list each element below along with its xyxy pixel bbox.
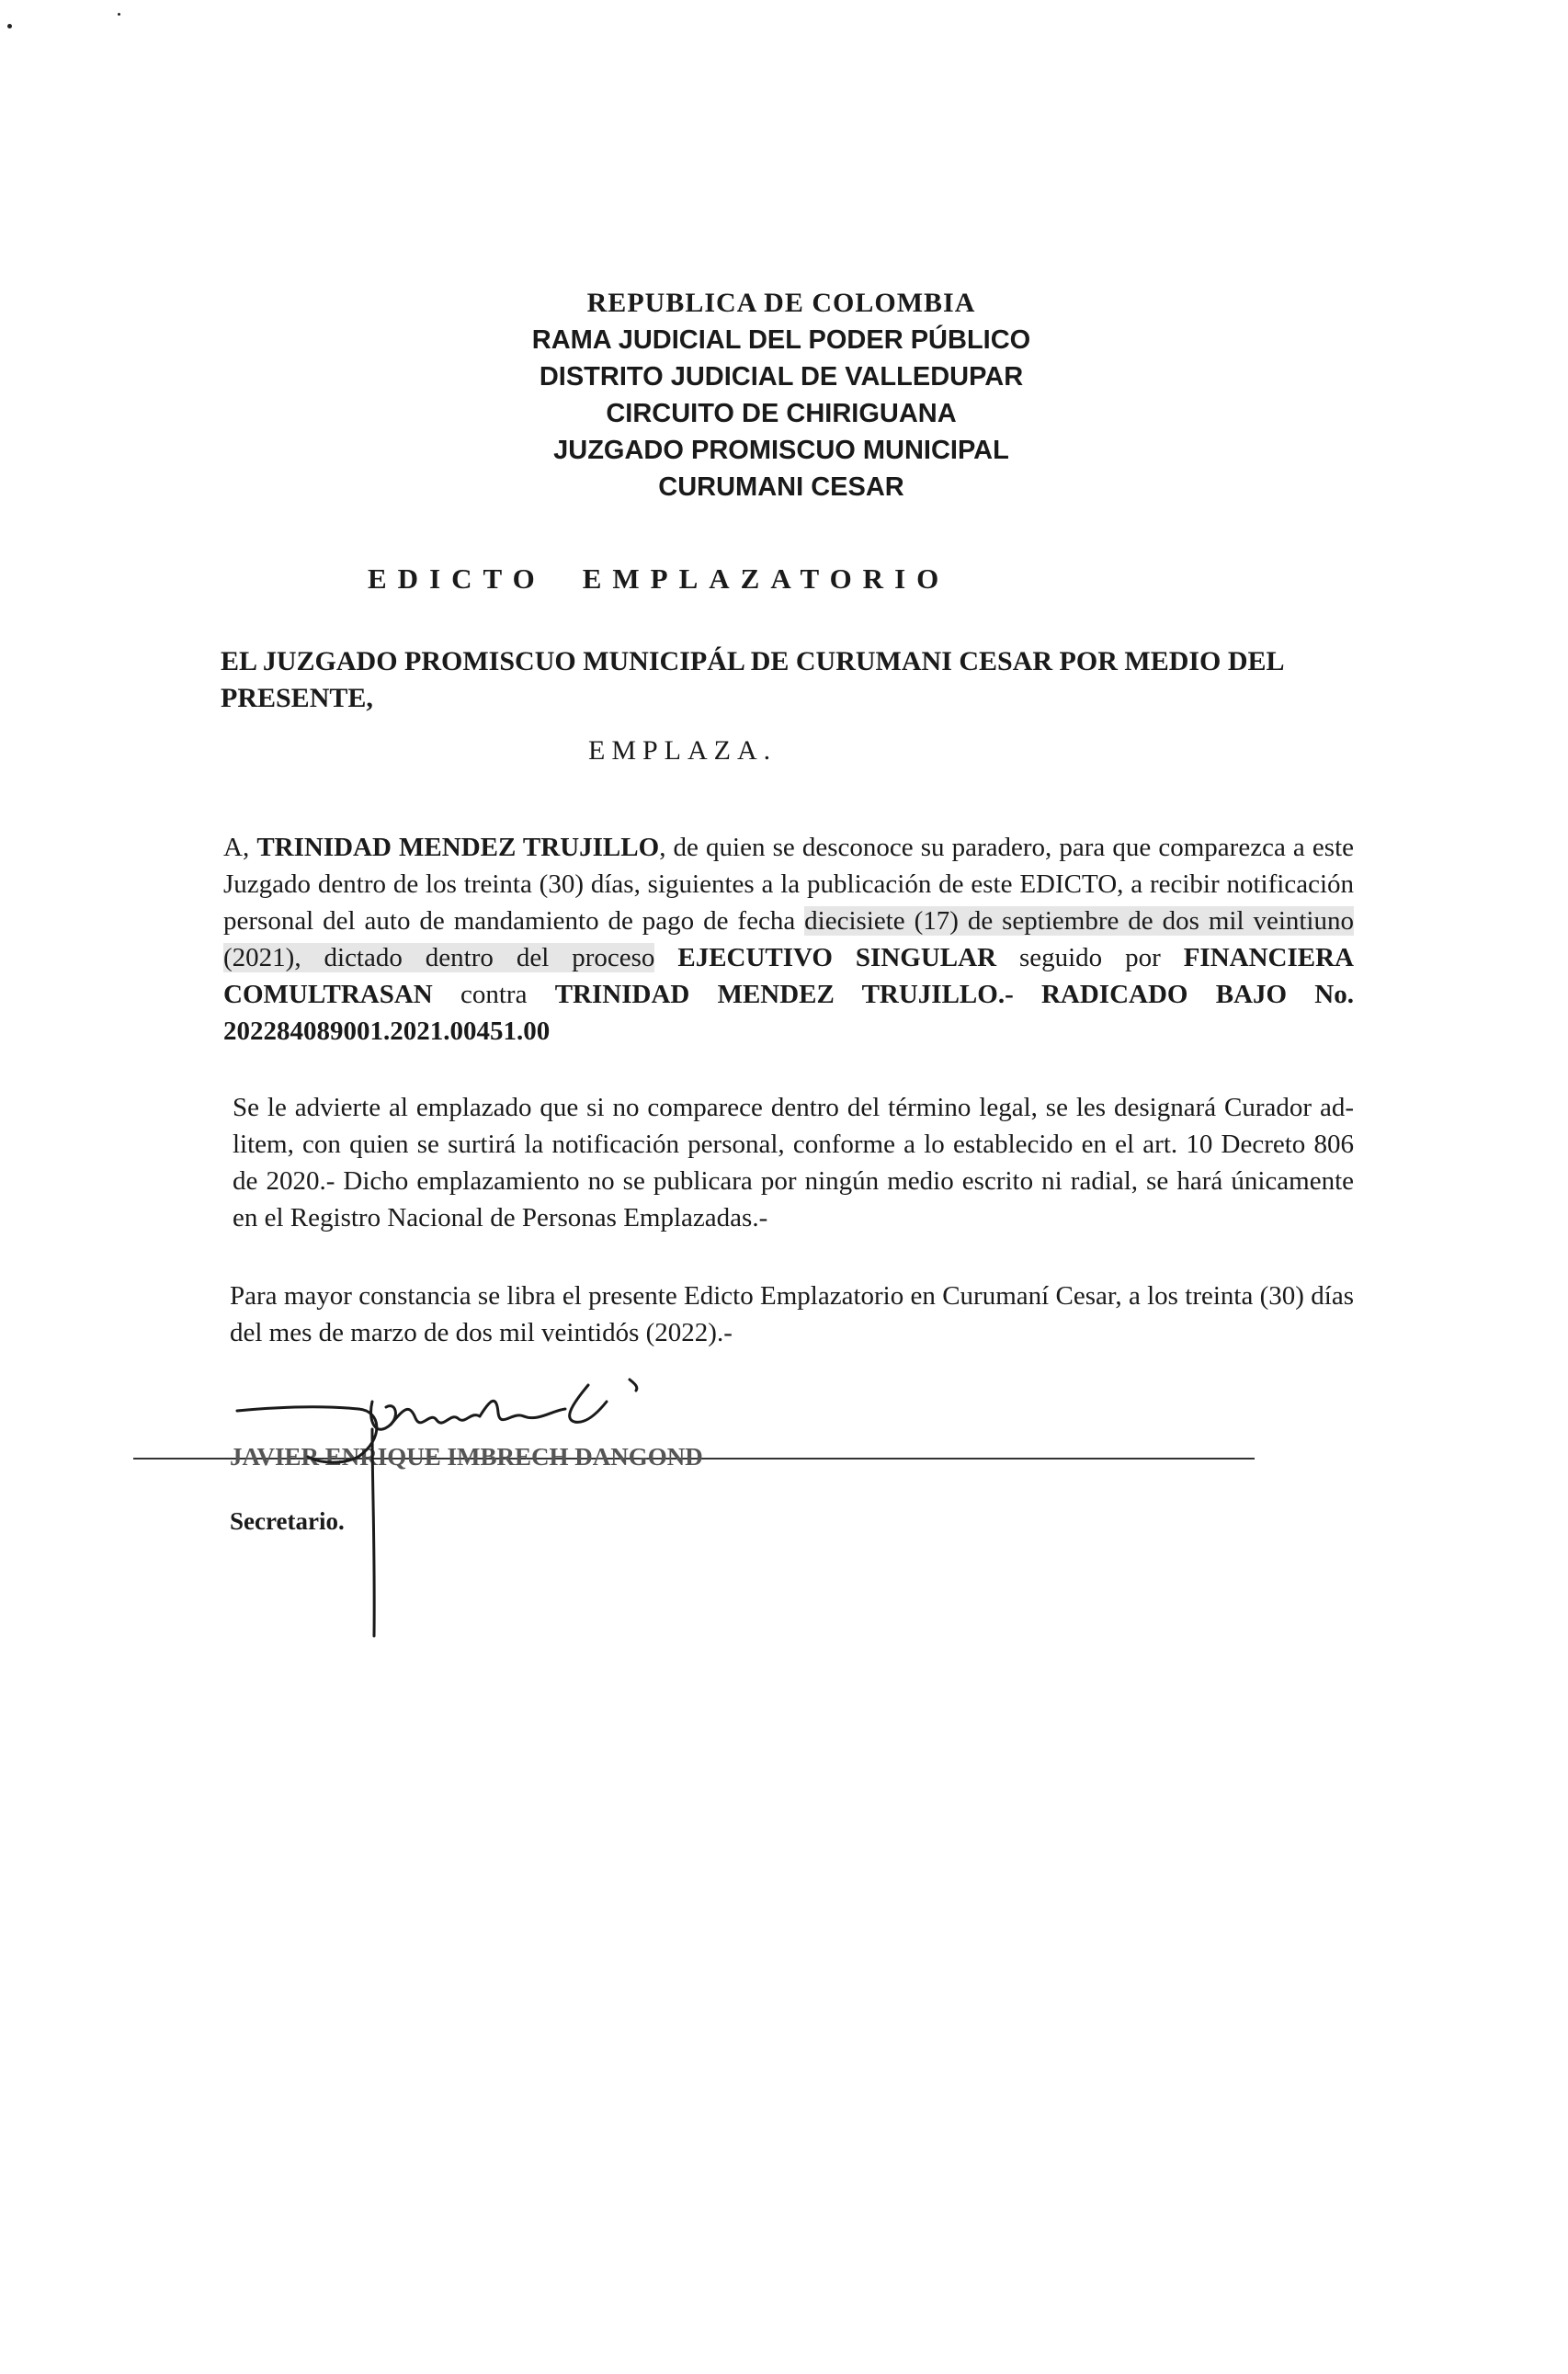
summons-paragraph [223,829,1354,1050]
prefix: A, [223,833,250,862]
warning-paragraph: Se le advierte al emplazado que si no comparece dentro del término legal, se les designará Curador ad-litem, con quien se surtirá la notificación personal, conforme a lo establecido en el art. 10 Decreto 806 de 2020.- Dicho emplazamiento no se publicara por ningún medio escrito ni radial, se hará únicamente en el Registro Nacional de Personas Emplazadas.- [233,1093,1354,1232]
emplaza-heading: EMPLAZA. [588,735,778,766]
document-title [368,562,1195,596]
signatory-role: Secretario. [230,1507,345,1535]
header-location: CURUMANI CESAR [658,472,904,502]
case-reference: TRINIDAD MENDEZ TRUJILLO.- RADICADO BAJO No. 202284089001.2021.00451.00 [223,980,1354,1046]
header-court: JUZGADO PROMISCUO MUNICIPAL [553,436,1009,465]
summons-text: , de quien se desconoce su paradero, para que comparezca a este Juzgado dentro de los treinta (30) días, siguientes a la publicación de este EDICTO, a recibir notificación personal del auto de mandamiento de pago de fecha [223,833,1354,936]
against: contra [432,980,555,1009]
scan-speck [118,13,120,16]
header-district: DISTRITO JUDICIAL DE VALLEDUPAR [539,362,1024,392]
title-word-edicto: EDICTO [368,562,546,595]
closing-paragraph: Para mayor constancia se libra el presente Edicto Emplazatorio en Curumaní Cesar, a los treinta (30) días del mes de marzo de dos mil veintidós (2022).- [230,1281,1354,1347]
title-word-emplazatorio: EMPLAZATORIO [582,562,950,595]
signatory-name: JAVIER ENRIQUE IMBRECH DANGOND [230,1443,703,1471]
intro-statement: EL JUZGADO PROMISCUO MUNICIPÁL DE CURUMANI CESAR POR MEDIO DEL PRESENTE, [221,646,1283,713]
followed-by: seguido por [996,943,1184,972]
process-type: EJECUTIVO SINGULAR [677,943,997,972]
handwritten-signature [221,1374,735,1650]
order-date: diecisiete (17) de septiembre de dos mil veintiuno (2021), dictado dentro del proceso [223,906,1354,972]
plaintiff-name: FINANCIERA COMULTRASAN [223,943,1355,1009]
header-country: REPUBLICA DE COLOMBIA [586,288,976,318]
defendant-name: TRINIDAD MENDEZ TRUJILLO [256,833,660,862]
header-circuit: CIRCUITO DE CHIRIGUANA [606,399,957,428]
scan-speck [7,24,12,28]
court-header [460,285,1103,505]
header-branch: RAMA JUDICIAL DEL PODER PÚBLICO [531,325,1031,355]
